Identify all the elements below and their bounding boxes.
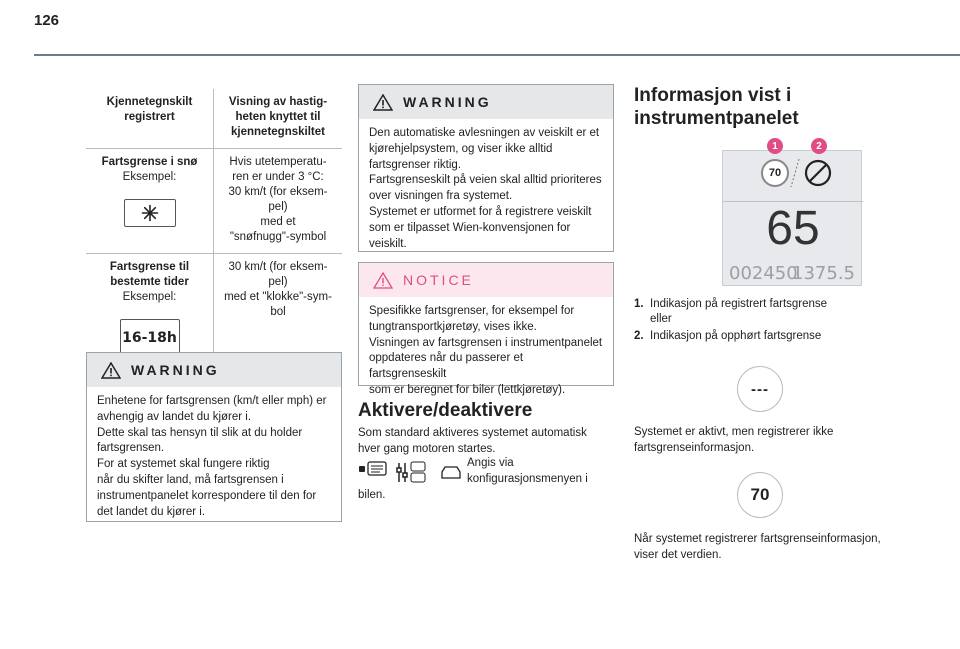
- warning-body: [359, 119, 613, 252]
- body-line: For at systemet skal fungere riktig: [97, 458, 270, 471]
- trip-meter: 1375.5: [792, 263, 855, 284]
- warning-box: [86, 352, 342, 522]
- body-line: Systemet er aktivt, men registrerer ikke: [634, 426, 834, 438]
- limit-70-sign: 70: [737, 472, 783, 518]
- config-text-end: bilen.: [358, 489, 386, 501]
- callout-2: 2: [811, 138, 827, 154]
- info-list: [634, 297, 934, 344]
- body-line: Spesifikke fartsgrenser, for eksempel for: [369, 305, 575, 317]
- body-line: konfigurasjonsmenyen i: [467, 472, 588, 485]
- divider-line: [789, 157, 801, 189]
- warning-body: [87, 387, 341, 520]
- item-line: Indikasjon på registrert fartsgrense: [650, 298, 828, 310]
- page-number: 126: [34, 12, 60, 29]
- desc-line: 30 km/t (for eksem-: [228, 261, 328, 273]
- config-text: [467, 456, 607, 488]
- header-rule: [34, 54, 960, 56]
- body-line: fartsgrenseinformasjon.: [634, 441, 755, 454]
- desc-line: pel): [268, 276, 288, 288]
- warning-header: [359, 85, 613, 119]
- warning-label: WARNING: [131, 362, 220, 378]
- list-item: [634, 297, 934, 327]
- desc-line: pel): [268, 201, 288, 213]
- table-cell: [214, 149, 342, 253]
- desc-line: med et: [260, 216, 296, 228]
- body-line: avhengig av landet du kjører i.: [97, 410, 252, 423]
- body-line: Angis via: [467, 457, 514, 469]
- row-sub: Eksempel:: [122, 171, 177, 183]
- body-line: som er beregnet for biler (lettkjøretøy).: [369, 383, 566, 396]
- notice-box: [358, 262, 614, 396]
- table-header-row: [86, 89, 342, 149]
- speed-readout: 65: [766, 202, 820, 255]
- notice-body: [359, 297, 613, 399]
- no-info-sign: ---: [737, 366, 783, 412]
- instrument-panel: [722, 150, 862, 286]
- row-sub: Eksempel:: [122, 291, 177, 303]
- body-line: kjørehjelpsystem, og viser ikke alltid: [369, 142, 553, 155]
- desc-line: bol: [270, 306, 286, 318]
- item-line: eller: [650, 313, 672, 325]
- item-number: 1.: [634, 298, 644, 310]
- end-limit-icon: [803, 158, 833, 188]
- row-title: Fartsgrense til bestemte tider: [109, 261, 190, 288]
- desc-line: med et "klokke"-sym-: [224, 291, 332, 303]
- section-title: Aktivere/deaktivere: [358, 400, 533, 421]
- warning-icon: [373, 94, 393, 111]
- section-title: instrumentpanelet: [634, 108, 799, 129]
- notice-header: [359, 263, 613, 297]
- body-line: Som standard aktiveres systemet automatisk: [358, 427, 587, 439]
- table-header-cell: Kjennetegnskilt registrert: [86, 89, 214, 148]
- snowflake-icon: [141, 204, 159, 222]
- warning-icon: [101, 362, 121, 379]
- body-line: Visningen av fartsgrensen i instrumentpanelet: [369, 336, 603, 349]
- body-line: viser det verdien.: [634, 548, 722, 561]
- body-line: Dette skal tas hensyn til slik at du holder: [97, 426, 303, 439]
- no-info-text: [634, 425, 934, 457]
- section-title: Informasjon vist i: [634, 85, 792, 106]
- item-number: 2.: [634, 330, 644, 342]
- info-section: [634, 84, 934, 130]
- table-header-cell: Visning av hastig-heten knyttet til kjennetegnskiltet: [228, 96, 328, 138]
- body-line: Den automatiske avlesningen av veiskilt er et: [369, 127, 600, 139]
- notice-label: NOTICE: [403, 272, 474, 288]
- notice-icon: [373, 272, 393, 289]
- body-line: instrumentpanelet korrespondere til den for: [97, 489, 317, 502]
- speed-limit-sign: 70: [761, 159, 789, 187]
- warning-header: [87, 353, 341, 387]
- config-icons: [358, 458, 468, 486]
- body-line: hver gang motoren startes.: [358, 442, 496, 455]
- body-line: når du skifter land, må fartsgrensen i: [97, 473, 284, 486]
- limit-text: [634, 532, 944, 564]
- desc-line: 30 km/t (for eksem-: [228, 186, 328, 198]
- body-line: Når systemet registrerer fartsgrenseinformasjon,: [634, 533, 881, 545]
- activate-section: [358, 399, 618, 458]
- body-line: Fartsgrenseskilt på veien skal alltid prioriteres: [369, 174, 602, 187]
- time-sign-text: 16-18h: [122, 329, 177, 346]
- desc-line: Hvis utetemperatu-: [229, 156, 327, 168]
- table-cell: [86, 149, 214, 253]
- callout-1: 1: [767, 138, 783, 154]
- body-line: Systemet er utformet for å registrere veiskilt: [369, 205, 592, 218]
- menu-icons: [358, 458, 468, 486]
- body-line: tungtransportkjøretøy, vises ikke.: [369, 320, 537, 333]
- speed-sign-table: [86, 89, 342, 372]
- row-title: Fartsgrense i snø: [101, 156, 198, 168]
- section-text: [358, 426, 618, 458]
- warning-box: [358, 84, 614, 252]
- table-row: [86, 149, 342, 254]
- warning-label: WARNING: [403, 94, 492, 110]
- odometer: 002450: [729, 263, 798, 284]
- body-line: det landet du kjører i.: [97, 505, 206, 518]
- body-line: oppdateres når du passerer et fartsgrenseskilt: [369, 352, 524, 381]
- body-line: over visningen fra systemet.: [369, 190, 513, 203]
- body-line: fartsgrensen.: [97, 442, 165, 455]
- item-line: Indikasjon på opphørt fartsgrense: [650, 330, 822, 342]
- desc-line: "snøfnugg"-symbol: [229, 231, 327, 243]
- body-line: som er tilpasset Wien-konvensjonen for: [369, 221, 571, 234]
- desc-line: ren er under 3 °C:: [232, 171, 324, 183]
- list-item: [634, 329, 934, 344]
- body-line: veiskilt.: [369, 237, 407, 250]
- snowflake-sign: [124, 199, 176, 227]
- body-line: fartsgrenser riktig.: [369, 158, 462, 171]
- body-line: Enhetene for fartsgrensen (km/t eller mph) er: [97, 395, 327, 407]
